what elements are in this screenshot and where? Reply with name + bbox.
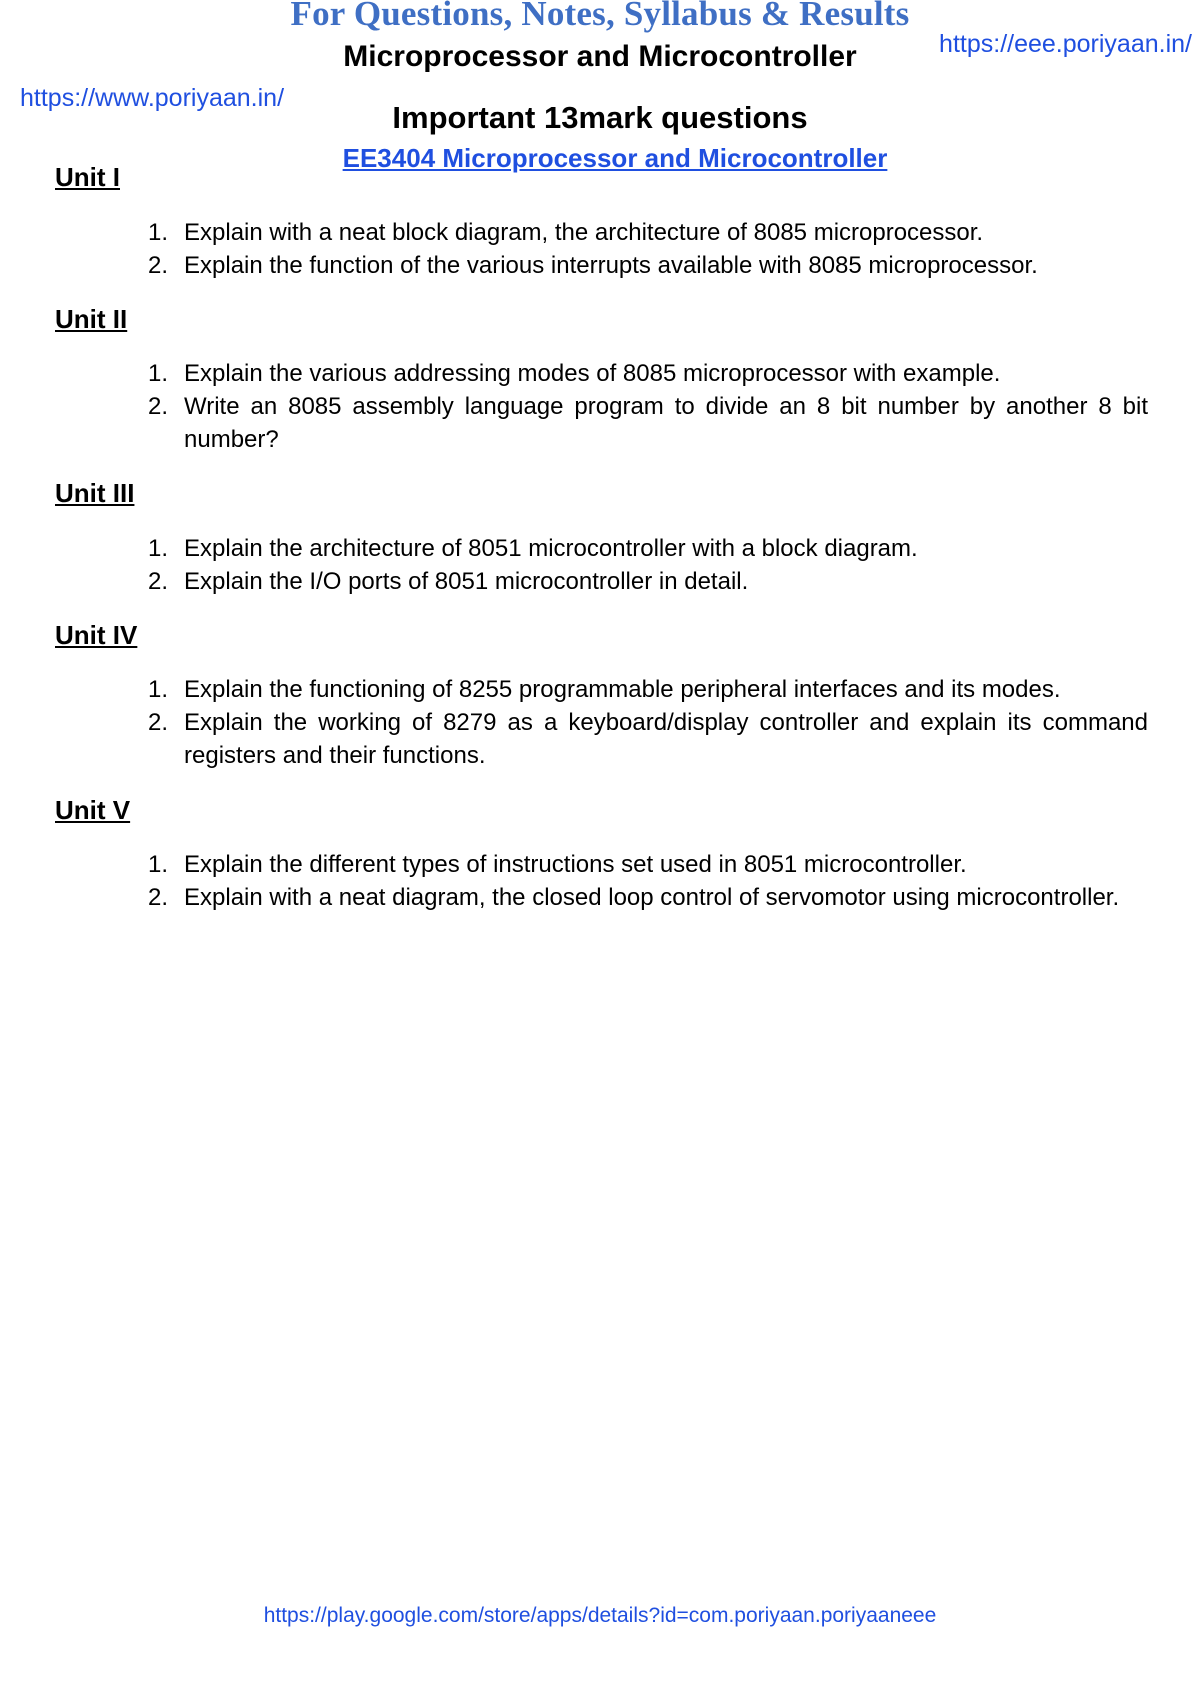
question-text: Explain the I/O ports of 8051 microcontroller in detail. — [184, 568, 749, 595]
site-link[interactable]: https://www.poriyaan.in/ — [20, 84, 285, 112]
question-text: Explain the architecture of 8051 microcontroller with a block diagram. — [184, 535, 918, 562]
question-number: 1. — [147, 676, 168, 703]
eee-site-link[interactable]: https://eee.poriyaan.in/ — [939, 30, 1192, 58]
unit-2-question-1 — [128, 357, 1148, 390]
unit-1-question-1 — [128, 216, 1148, 249]
question-text: Explain the various addressing modes of 8085 microprocessor with example. — [184, 360, 1001, 387]
question-number: 1. — [147, 219, 168, 246]
question-text: Explain the function of the various interrupts available with 8085 microprocessor. — [184, 252, 1038, 279]
question-number: 2. — [147, 568, 168, 595]
unit-1-heading: Unit I — [55, 162, 120, 192]
question-text: Explain the working of 8279 as a keyboard/display controller and explain its command registers and their functions. — [184, 709, 1148, 769]
question-text: Explain the different types of instructions set used in 8051 microcontroller. — [184, 851, 967, 878]
unit-2-heading: Unit II — [55, 304, 128, 334]
unit-4-question-2 — [128, 706, 1148, 772]
play-store-link[interactable]: https://play.google.com/store/apps/details?id=com.poriyaan.poriyaaneee — [263, 1604, 937, 1627]
unit-4-question-1 — [128, 673, 1148, 706]
question-text: Explain with a neat block diagram, the architecture of 8085 microprocessor. — [184, 219, 984, 246]
question-number: 1. — [147, 360, 168, 387]
question-number: 1. — [147, 851, 168, 878]
question-text: Write an 8085 assembly language program to divide an 8 bit number by another 8 bit number? — [184, 393, 1148, 453]
question-text: Explain the functioning of 8255 programmable peripheral interfaces and its modes. — [184, 676, 1061, 703]
unit-1-question-2 — [128, 249, 1148, 282]
unit-3-heading: Unit III — [55, 478, 135, 508]
unit-2-question-2 — [128, 390, 1148, 456]
question-number: 2. — [147, 252, 168, 279]
header-banner: For Questions, Notes, Syllabus & Results — [290, 0, 910, 33]
question-text: Explain with a neat diagram, the closed loop control of servomotor using microcontroller. — [184, 884, 1120, 911]
unit-4-heading: Unit IV — [55, 620, 138, 650]
question-number: 2. — [147, 884, 168, 911]
course-link[interactable]: EE3404 Microprocessor and Microcontroller — [342, 143, 888, 173]
unit-3-question-1 — [128, 532, 1148, 565]
unit-5-question-1 — [128, 848, 1148, 881]
unit-3-question-2 — [128, 565, 1148, 598]
question-number: 2. — [147, 709, 168, 736]
document-title: Microprocessor and Microcontroller — [343, 40, 857, 73]
question-number: 2. — [147, 393, 168, 420]
question-number: 1. — [147, 535, 168, 562]
unit-5-question-2 — [128, 881, 1148, 914]
unit-5-heading: Unit V — [55, 795, 131, 825]
document-subtitle: Important 13mark questions — [392, 100, 808, 135]
